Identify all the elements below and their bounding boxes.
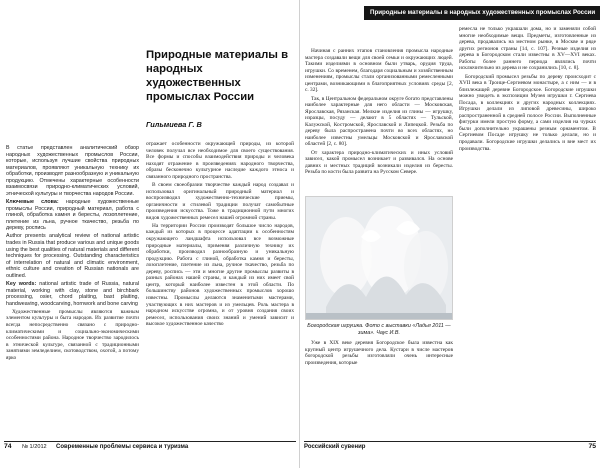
page-number-right: 75	[588, 443, 596, 450]
article-title: Природные материалы в народных художественных промыслах России	[146, 49, 289, 103]
body-paragraph: Художественные промыслы являются важным элементом культуры и быта народов. Их развитие почти всегда непосредственно связано с природно-климатическими и социально-экономическими особенностями района. Народное творчество зародилось в этнической культуре, связанной с традиционными занятиями земледелием, скотоводством, охотой, а потому ярко	[6, 308, 139, 361]
abstract-en: Author presents analytical review of national artistic trades in Russia that produce various and unique goods using the best qualities of natural materials and different techniques for processing. Outstanding characteristics of interrelation of natural and climatic environment, ethnic culture and creation of Russian nationals are outlined.	[6, 233, 139, 279]
photo-bogorodsk-toy-exhibit	[305, 196, 453, 320]
footer-left	[4, 441, 296, 453]
body-paragraph: На территории России производят большое число народов, каждый из которых в процессе адаптации к особенностям окружающего ландшафта использовал все возможные природные материалы, применяя различную технику их обработки, производил разнообразную и уникальную продукцию. Работа с глиной, обработка камня и бересты, лозоплетение, плетение из льна, ручное ткачество, резьба по дереву, роспись — эти и многие другие промыслы развиты в разных районах нашей страны, и каждый из них имеет свой центр, который наиболее известен в этой области. По большинству районов художественных промыслов хорошо известны. Промыслы делаются знаменитыми мастерами, участвующих в них мастеров и из умельцев. Роль мастера в народном искусстве огромна, и от уровня создания своих ремесел, использования своих знаний и умений зависит и высокое художественное качество	[146, 222, 294, 328]
photo-caption: Богородская игрушка. Фото с выставки «Ладья 2011 — зима». Чаус И.В.	[307, 323, 451, 336]
keywords-ru-text: народные художественные промыслы России, природный материал, работа с глиной, обработка камня и бересты, лозоплетение, плетение из льна, ручное ткачество, резьба по дереву, роспись	[6, 199, 139, 232]
right-column-1-bottom	[305, 340, 453, 437]
photo-illustration	[306, 197, 453, 320]
body-paragraph: Так, в Центральном федеральном округе богато представлены наиболее характерные для него области — Московская, Ярославская, Рязанская. Мелкие изделия из глины — игрушку, изразцы, посуду — делают в 5 областях — Тульской, Калужской, Костромской, Ярославской и Липецкой. Резьба по дереву была распространена почти во всех областях, но наиболее известны умельцы Московской и Ярославской областей [2, с. 80].	[305, 95, 453, 148]
body-paragraph: Уже в XIX веке деревня Богородское была известна как крупный центр игрушечного дела. Кустари в числе мастеров богородской резьбы изготовляли очень интересные произведения, которые	[305, 340, 453, 366]
left-column-2	[146, 141, 294, 437]
journal-title: Современные проблемы сервиса и туризма	[56, 444, 189, 450]
page-number-left: 74	[4, 443, 12, 450]
keywords-ru-label: Ключевые слова:	[6, 199, 59, 206]
keywords-en-text: national artistic trade of Russia, natural material, working with clay, stone and birchbark processing, osier, chord plaiting, bast plaiting, handweaving, woodcarving, hornwork and bone carving	[6, 281, 139, 307]
keywords-en-label: Key words:	[6, 281, 37, 287]
section-title: Российский сувенир	[304, 444, 366, 450]
body-paragraph: От характера природно-климатических и иных условий зависел, какой промысел возникает и развивался. На основе давних и местных традиций возникали изделия из бересты. Резьба по кости была развита на Русском Севере.	[305, 149, 453, 176]
issue-number: № 1/2012	[22, 444, 47, 450]
keywords-ru	[6, 199, 139, 232]
keywords-en	[6, 281, 139, 307]
article-author: Гильмиева Г. В	[146, 120, 202, 129]
body-paragraph: ремесла не только украшали дома, но и заменяли собой многие необходимые вещи. Предметы, изготовленные из дерева, продавались на местном рынке, в Москве и ряде других регионов страны [14, с. 107]. Резные изделия из дерева в Богородском стали известны в XV—XVI веках. Работы более раннего периода являлись почти исключительно из дерева и не сохранились [10, с. 8].	[459, 26, 596, 72]
footer-right	[304, 441, 596, 453]
body-paragraph: отражает особенности окружающей природы, из которой человек получал все необходимое для своего существования. Все формы и способы взаимодействия природы и человека находят отражение в произведениях народного творчества, образы бесконечно культурное наследие каждого этноса и связанного природного пространства.	[146, 141, 294, 180]
running-head: Природные материалы в народных художественных промыслах России	[364, 6, 600, 20]
body-paragraph: Начиная с ранних этапов становления промысла народные мастера создавали вещи для своей семьи и окружающих людей. Такими изделиями в основном были утварь, орудия труда, игрушки. Со временем, благодаря социальным и хозяйственным изменениям, промыслы стали организованными ремесленными центрами, возникающими в благоприятных условиях среды [2, с. 32].	[305, 48, 453, 94]
right-column-2	[459, 26, 596, 437]
body-paragraph: Богородский промысел резьбы по дереву происходит с XVII века в Троице-Сергиевом монастыре, а с ним — и в близлежащей деревне Богородское. Богородские игрушки можно увидеть в экспозиции Музея игрушки г. Сергиева Посада, в коллекциях и других народных коллекциях. Игрушки делали из липовой древесины, широко распространенной в средней полосе России. Выполненные фигурки имели простую форму, а сами изделия на чурках были дополнительно украшены резным орнаментом. В Сергиевом Посаде игрушку не только делали, но и продавали. Богородские игрушки делались и вне мест их производства.	[459, 73, 596, 152]
abstract-ru: В статье представлен аналитический обзор народных художественных промыслов России, которые, используя лучшие свойства природных материалов, проявляют уникальную технику их обработки, производят разнообразную и уникальную продукцию. Отмечены характерные особенности взаимосвязи природно-климатических условий, этнической культуры и творчества народов России.	[6, 145, 139, 197]
body-paragraph: В своем своеобразии творчестве каждый народ создавал и использовал оригинальный природный материал и воспроизводил художественно-технические приемы, органичности и стилевой традиции получат самобытные произведения искусства. Тоже в традиционной пути многих видов художественных ремесел нашей огромной страны.	[146, 181, 294, 221]
right-column-1-top	[305, 48, 453, 194]
left-column-1	[6, 145, 139, 437]
